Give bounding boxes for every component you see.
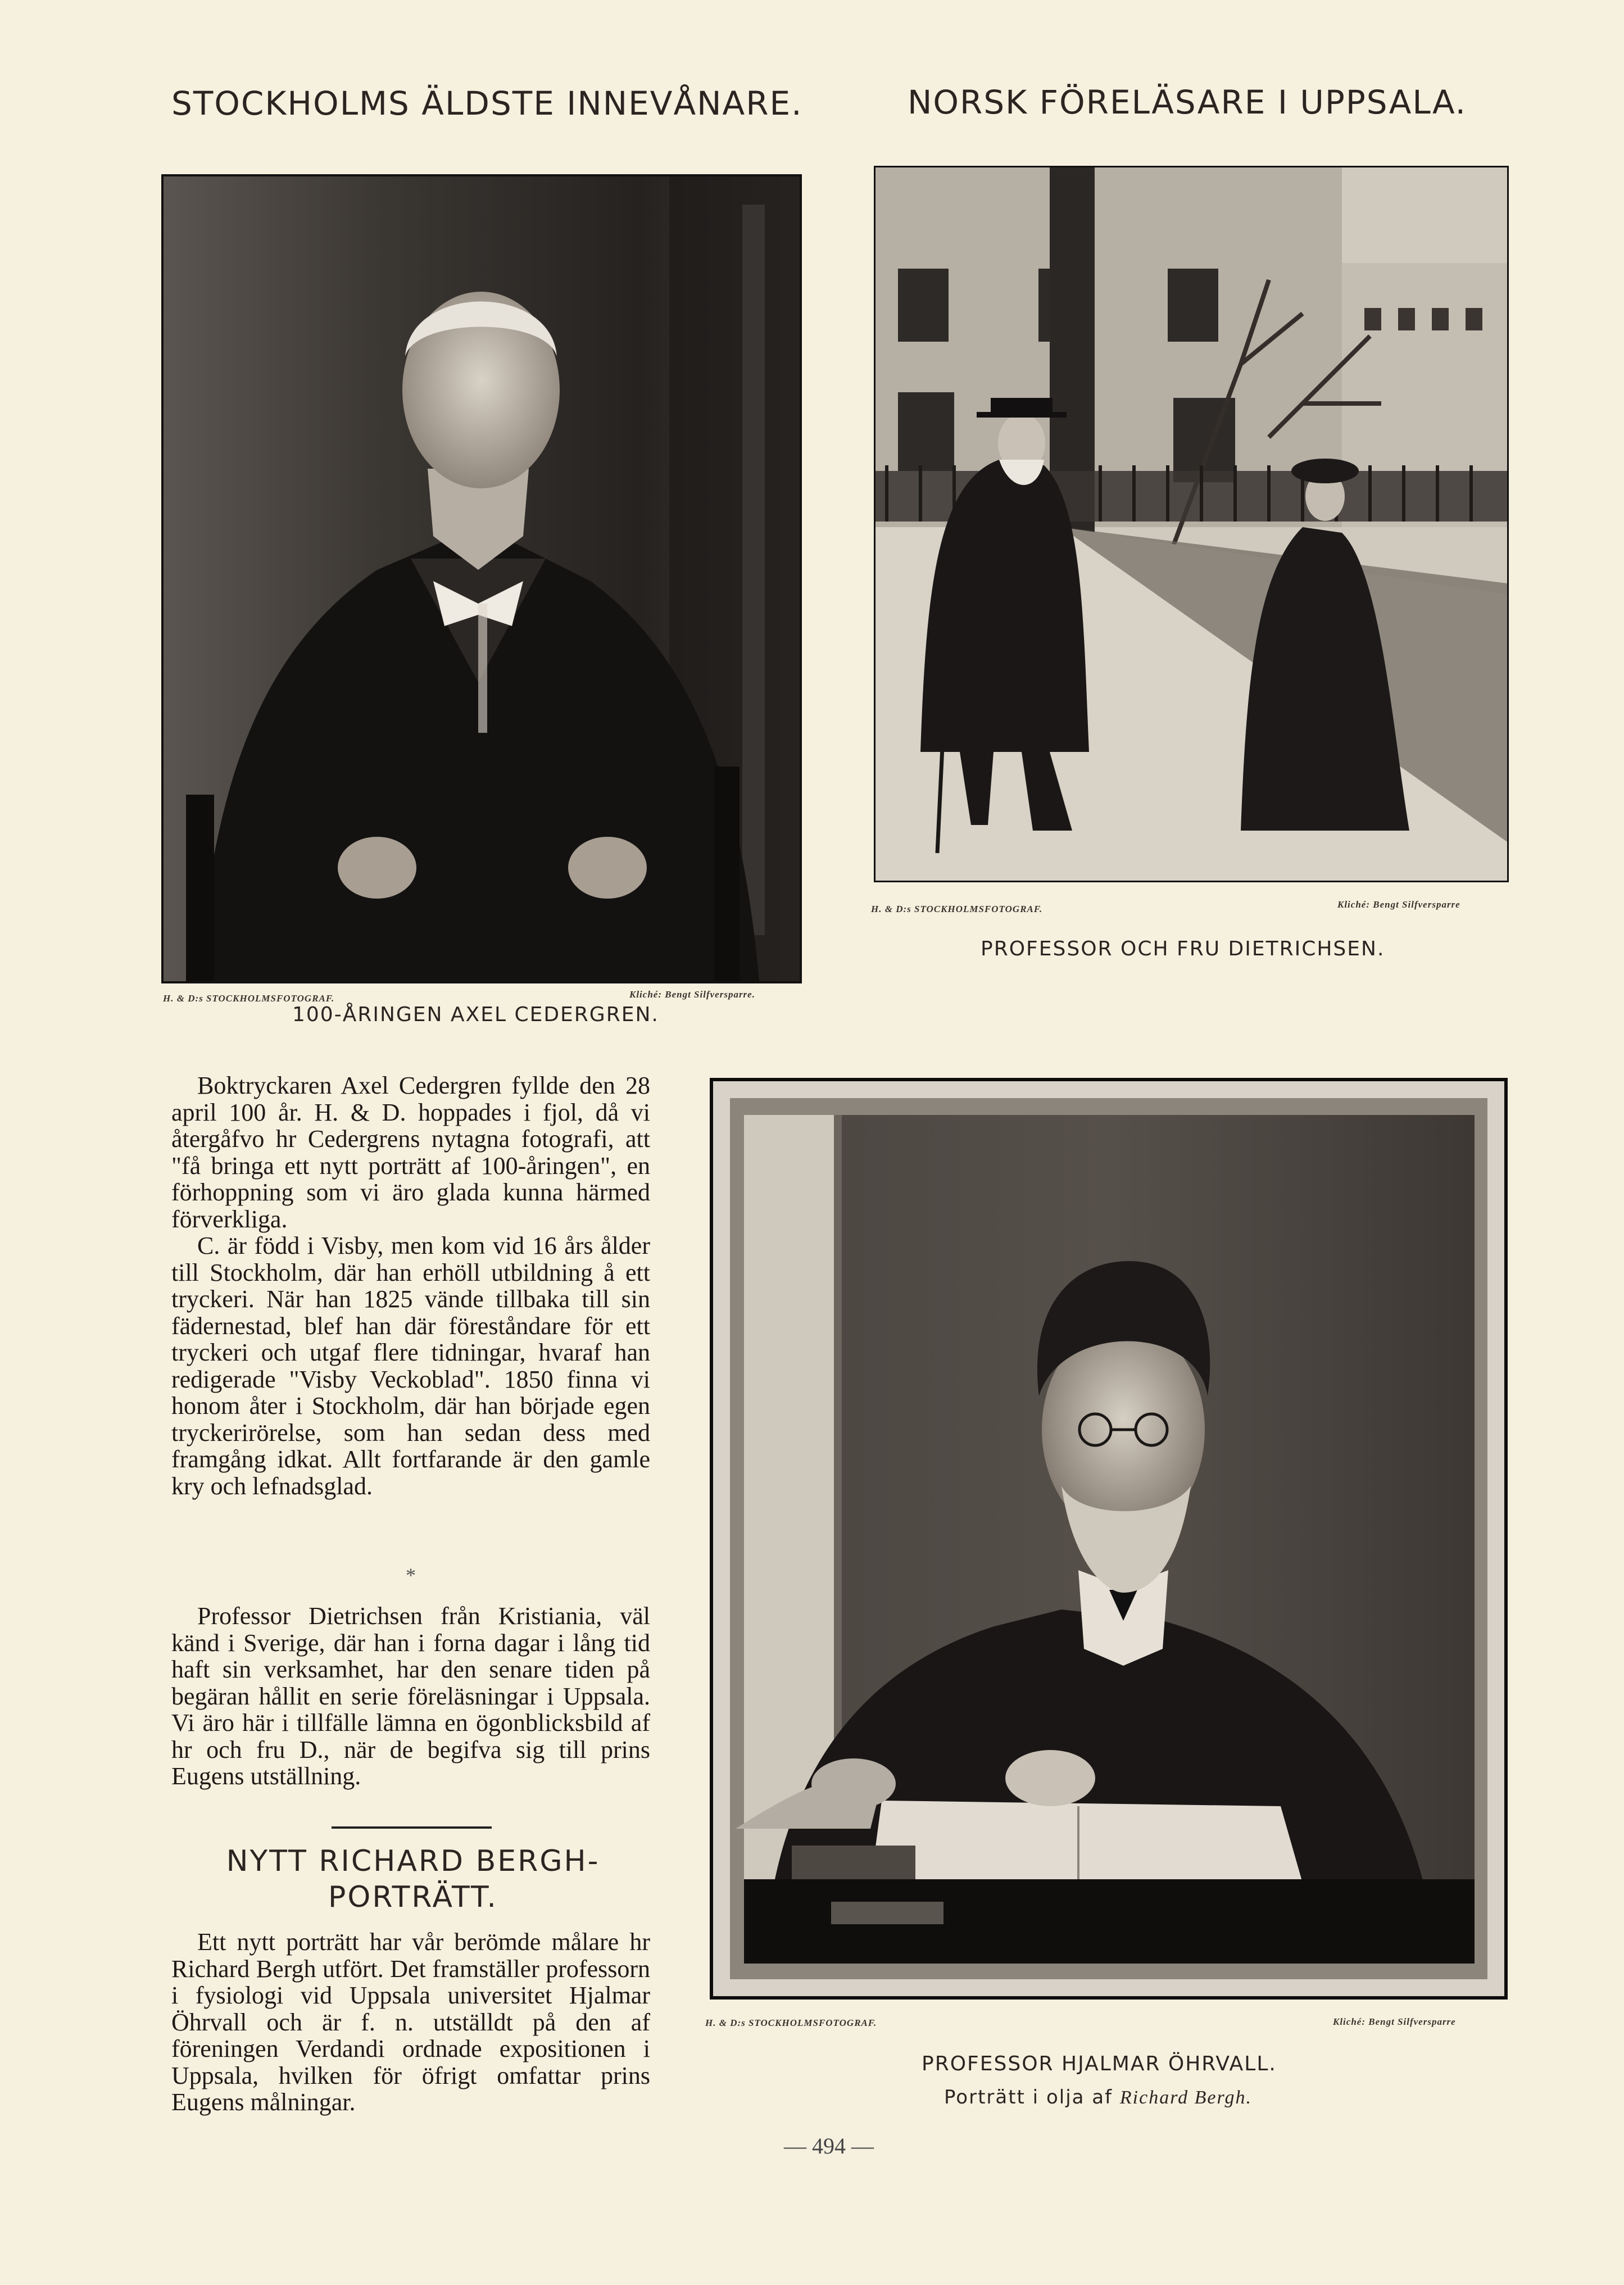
photo-axel-cedergren: [161, 174, 802, 983]
article-bergh-paragraph: Ett nytt porträtt har vår berömde målare hr Richard Bergh utfört. Det framställer professorn i fysiologi vid Uppsala universitet Hjalmar Öhrvall och är f. n. utställdt på den af föreningen Verdandi ordnade expositionen i Uppsala, hvilken för öfrigt omfattar prins Eugens målningar.: [171, 1928, 650, 2116]
ohrvall-studio-credit: H. & D:s STOCKHOLMSFOTOGRAF.: [705, 2017, 877, 2028]
subcaption-prefix: Porträtt i olja af: [944, 2086, 1120, 2109]
heading-right: NORSK FÖRELÄSARE I UPPSALA.: [908, 83, 1467, 121]
article-cedergren: [171, 1072, 650, 1499]
article-cedergren-paragraph-2: C. är född i Visby, men kom vid 16 års ålder till Stockholm, där han erhöll utbildning å ett tryckeri. När han 1825 vände tillbaka till sin fädernestad, blef han där föreståndare för ett tryckeri och utgaf flere tidningar, hvaraf han redigerade "Visby Veckoblad". 1850 finna vi honom åter i Stockholm, där han började egen tryckerirörelse, som han sedan dess med framgång idkat. Allt fortfarande är den gamle kry och lefnadsglad.: [171, 1232, 650, 1500]
dietrichsen-cliche-credit: Kliché: Bengt Silfversparre: [1337, 899, 1460, 910]
article-cedergren-paragraph-1: Boktryckaren Axel Cedergren fyllde den 28 april 100 år. H. & D. hoppades i fjol, då vi återgåfvo hr Cedergrens nytagna fotografi, att "få bringa ett nytt porträtt af 100-åringen", en förhoppning som vi äro glada kunna härmed förverkliga.: [171, 1072, 650, 1233]
article-dietrichsen-paragraph: Professor Dietrichsen från Kristiania, väl känd i Sverige, där han i forna dagar i lång tid haft sin verksamhet, har den senare tiden på begäran hållit en serie föreläsningar i Uppsala. Vi äro här i tillfälle lämna en ögonblicksbild af hr och fru D., när de begifva sig till prins Eugens utställning.: [171, 1602, 650, 1790]
heading-left: STOCKHOLMS ÄLDSTE INNEVÅNARE.: [171, 84, 803, 123]
article-bergh-title: NYTT RICHARD BERGH-PORTRÄTT.: [226, 1844, 600, 1914]
section-rule: [332, 1826, 492, 1829]
cedergren-studio-credit: H. & D:s STOCKHOLMSFOTOGRAF.: [163, 993, 335, 1004]
ohrvall-caption: PROFESSOR HJALMAR ÖHRVALL.: [922, 2052, 1277, 2075]
portrait-cedergren-image: [164, 176, 800, 981]
ohrvall-cliche-credit: Kliché: Bengt Silfversparre: [1333, 2016, 1456, 2027]
photo-dietrichsen-image: [875, 167, 1507, 881]
cedergren-caption: 100-ÅRINGEN AXEL CEDERGREN.: [292, 1003, 659, 1026]
dietrichsen-caption: PROFESSOR OCH FRU DIETRICHSEN.: [981, 937, 1385, 960]
painting-hjalmar-ohrvall: [710, 1078, 1508, 2000]
photo-dietrichsen: [874, 166, 1509, 882]
painting-ohrvall-image: [713, 1081, 1504, 1996]
article-dietrichsen: [171, 1603, 650, 1790]
dietrichsen-studio-credit: H. & D:s STOCKHOLMSFOTOGRAF.: [871, 904, 1043, 914]
page-number: — 494 —: [784, 2133, 874, 2159]
article-bergh: [171, 1929, 650, 2116]
cedergren-cliche-credit: Kliché: Bengt Silfversparre.: [629, 989, 755, 1000]
subcaption-artist: Richard Bergh.: [1119, 2087, 1252, 2108]
ohrvall-subcaption: [944, 2086, 1252, 2109]
article-separator: *: [406, 1564, 416, 1586]
